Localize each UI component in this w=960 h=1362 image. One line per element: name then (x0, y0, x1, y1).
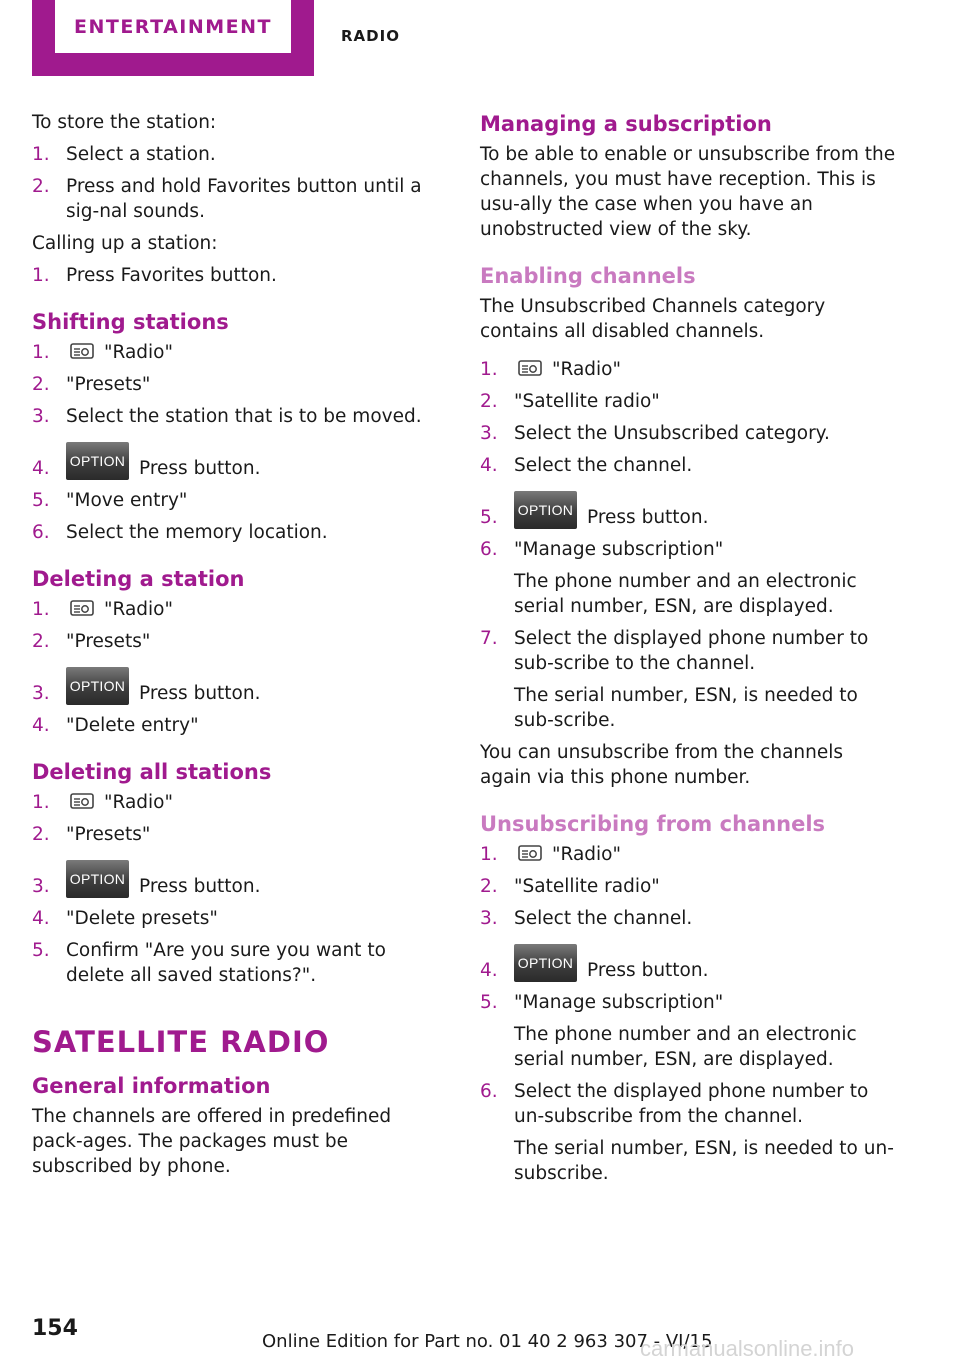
store-steps (32, 142, 442, 224)
option-button-icon: OPTION (66, 860, 129, 898)
list-item: 4. Select the channel. (480, 455, 693, 476)
section-deleting-all (32, 758, 442, 786)
heading-shifting-stations: Shifting stations (32, 310, 229, 334)
enabling-text: The Unsubscribed Channels category contains all disabled channels. (480, 296, 826, 342)
header-section-tab (55, 0, 291, 53)
list-item: 2. Press and hold Favorites button until a sig‐nal sounds. (32, 176, 422, 222)
header-section-title: ENTERTAINMENT (73, 15, 272, 38)
radio-icon (518, 845, 542, 861)
option-button-icon: OPTION (514, 944, 577, 982)
option-button-icon: OPTION (514, 491, 577, 529)
radio-icon (70, 793, 94, 809)
section-satellite-radio (32, 1024, 442, 1179)
radio-icon (518, 360, 542, 376)
list-item: 2. "Presets" (32, 374, 151, 395)
unsub-steps (480, 842, 900, 1186)
option-button-icon: OPTION (66, 667, 129, 705)
list-item: 6. Select the displayed phone number to un‐subscribe from the channel. The serial number, ESN, is needed to un‐subscribe. (480, 1081, 894, 1184)
list-item: 2. "Satellite radio" (480, 876, 660, 897)
deleting-steps (32, 597, 442, 738)
general-information-text: The channels are offered in predefined pack‐ages. The packages must be subscribed by phone. (32, 1106, 392, 1177)
footer-edition: Online Edition for Part no. 01 40 2 963 307 - VI/15 (262, 1331, 713, 1352)
list-item: 5. "Manage subscription" The phone number and an electronic serial number, ESN, are displayed. (480, 992, 857, 1070)
list-item: 1. Press Favorites button. (32, 265, 277, 286)
list-item: 5. Confirm "Are you sure you want to delete all saved stations?". (32, 940, 386, 986)
managing-text: To be able to enable or unsubscribe from the channels, you must have reception. This is usu‐ally the case when you have an unobstructed view of the sky. (480, 144, 896, 240)
radio-icon (70, 600, 94, 616)
header-subsection-title: RADIO (341, 27, 400, 45)
list-item: 1. "Radio" (32, 792, 174, 813)
list-item: 4. "Delete presets" (32, 908, 218, 929)
section-shifting (32, 308, 442, 336)
section-unsubscribing (480, 810, 900, 838)
list-item: 4. OPTION Press button. (32, 436, 442, 481)
list-item: 1. Select a station. (32, 144, 216, 165)
left-column (32, 110, 442, 1179)
list-item: 4. OPTION Press button. (480, 938, 900, 983)
page-number: 154 (32, 1316, 78, 1341)
after-text: You can unsubscribe from the channels again via this phone number. (480, 742, 844, 788)
list-item: 1. "Radio" (480, 844, 622, 865)
list-item: 5. "Move entry" (32, 490, 188, 511)
store-intro: To store the station: (32, 112, 217, 133)
heading-satellite-radio: SATELLITE RADIO (32, 1025, 330, 1059)
list-item: 3. Select the Unsubscribed category. (480, 423, 830, 444)
list-item: 5. OPTION Press button. (480, 485, 900, 530)
list-item: 4. "Delete entry" (32, 715, 199, 736)
list-item: 2. "Satellite radio" (480, 391, 660, 412)
call-steps (32, 263, 442, 288)
list-item: 2. "Presets" (32, 631, 151, 652)
list-item: 3. Select the channel. (480, 908, 693, 929)
radio-icon (70, 343, 94, 359)
enabling-steps (480, 357, 900, 733)
heading-unsubscribing: Unsubscribing from channels (480, 812, 826, 836)
section-deleting (32, 565, 442, 593)
list-item: 3. OPTION Press button. (32, 854, 442, 899)
list-item: 6. "Manage subscription" The phone number and an electronic serial number, ESN, are displayed. (480, 539, 857, 617)
heading-deleting-all: Deleting all stations (32, 760, 272, 784)
heading-managing-subscription: Managing a subscription (480, 112, 772, 136)
list-item: 6. Select the memory location. (32, 522, 328, 543)
call-intro: Calling up a station: (32, 233, 218, 254)
deleting-all-steps (32, 790, 442, 988)
list-item: 1. "Radio" (32, 342, 174, 363)
section-managing (480, 110, 900, 138)
footer-watermark: carmanualsonline.info (640, 1336, 855, 1361)
list-item: 7. Select the displayed phone number to sub‐scribe to the channel. The serial number, ESN, is needed to sub‐scribe. (480, 628, 869, 731)
section-enabling (480, 262, 900, 290)
heading-general-information: General information (32, 1074, 271, 1098)
list-item: 2. "Presets" (32, 824, 151, 845)
list-item: 3. Select the station that is to be moved. (32, 406, 422, 427)
right-column (480, 110, 900, 1193)
shifting-steps (32, 340, 442, 545)
heading-enabling-channels: Enabling channels (480, 264, 696, 288)
heading-deleting-station: Deleting a station (32, 567, 245, 591)
list-item: 3. OPTION Press button. (32, 661, 442, 706)
list-item: 1. "Radio" (480, 359, 622, 380)
option-button-icon: OPTION (66, 442, 129, 480)
list-item: 1. "Radio" (32, 599, 174, 620)
